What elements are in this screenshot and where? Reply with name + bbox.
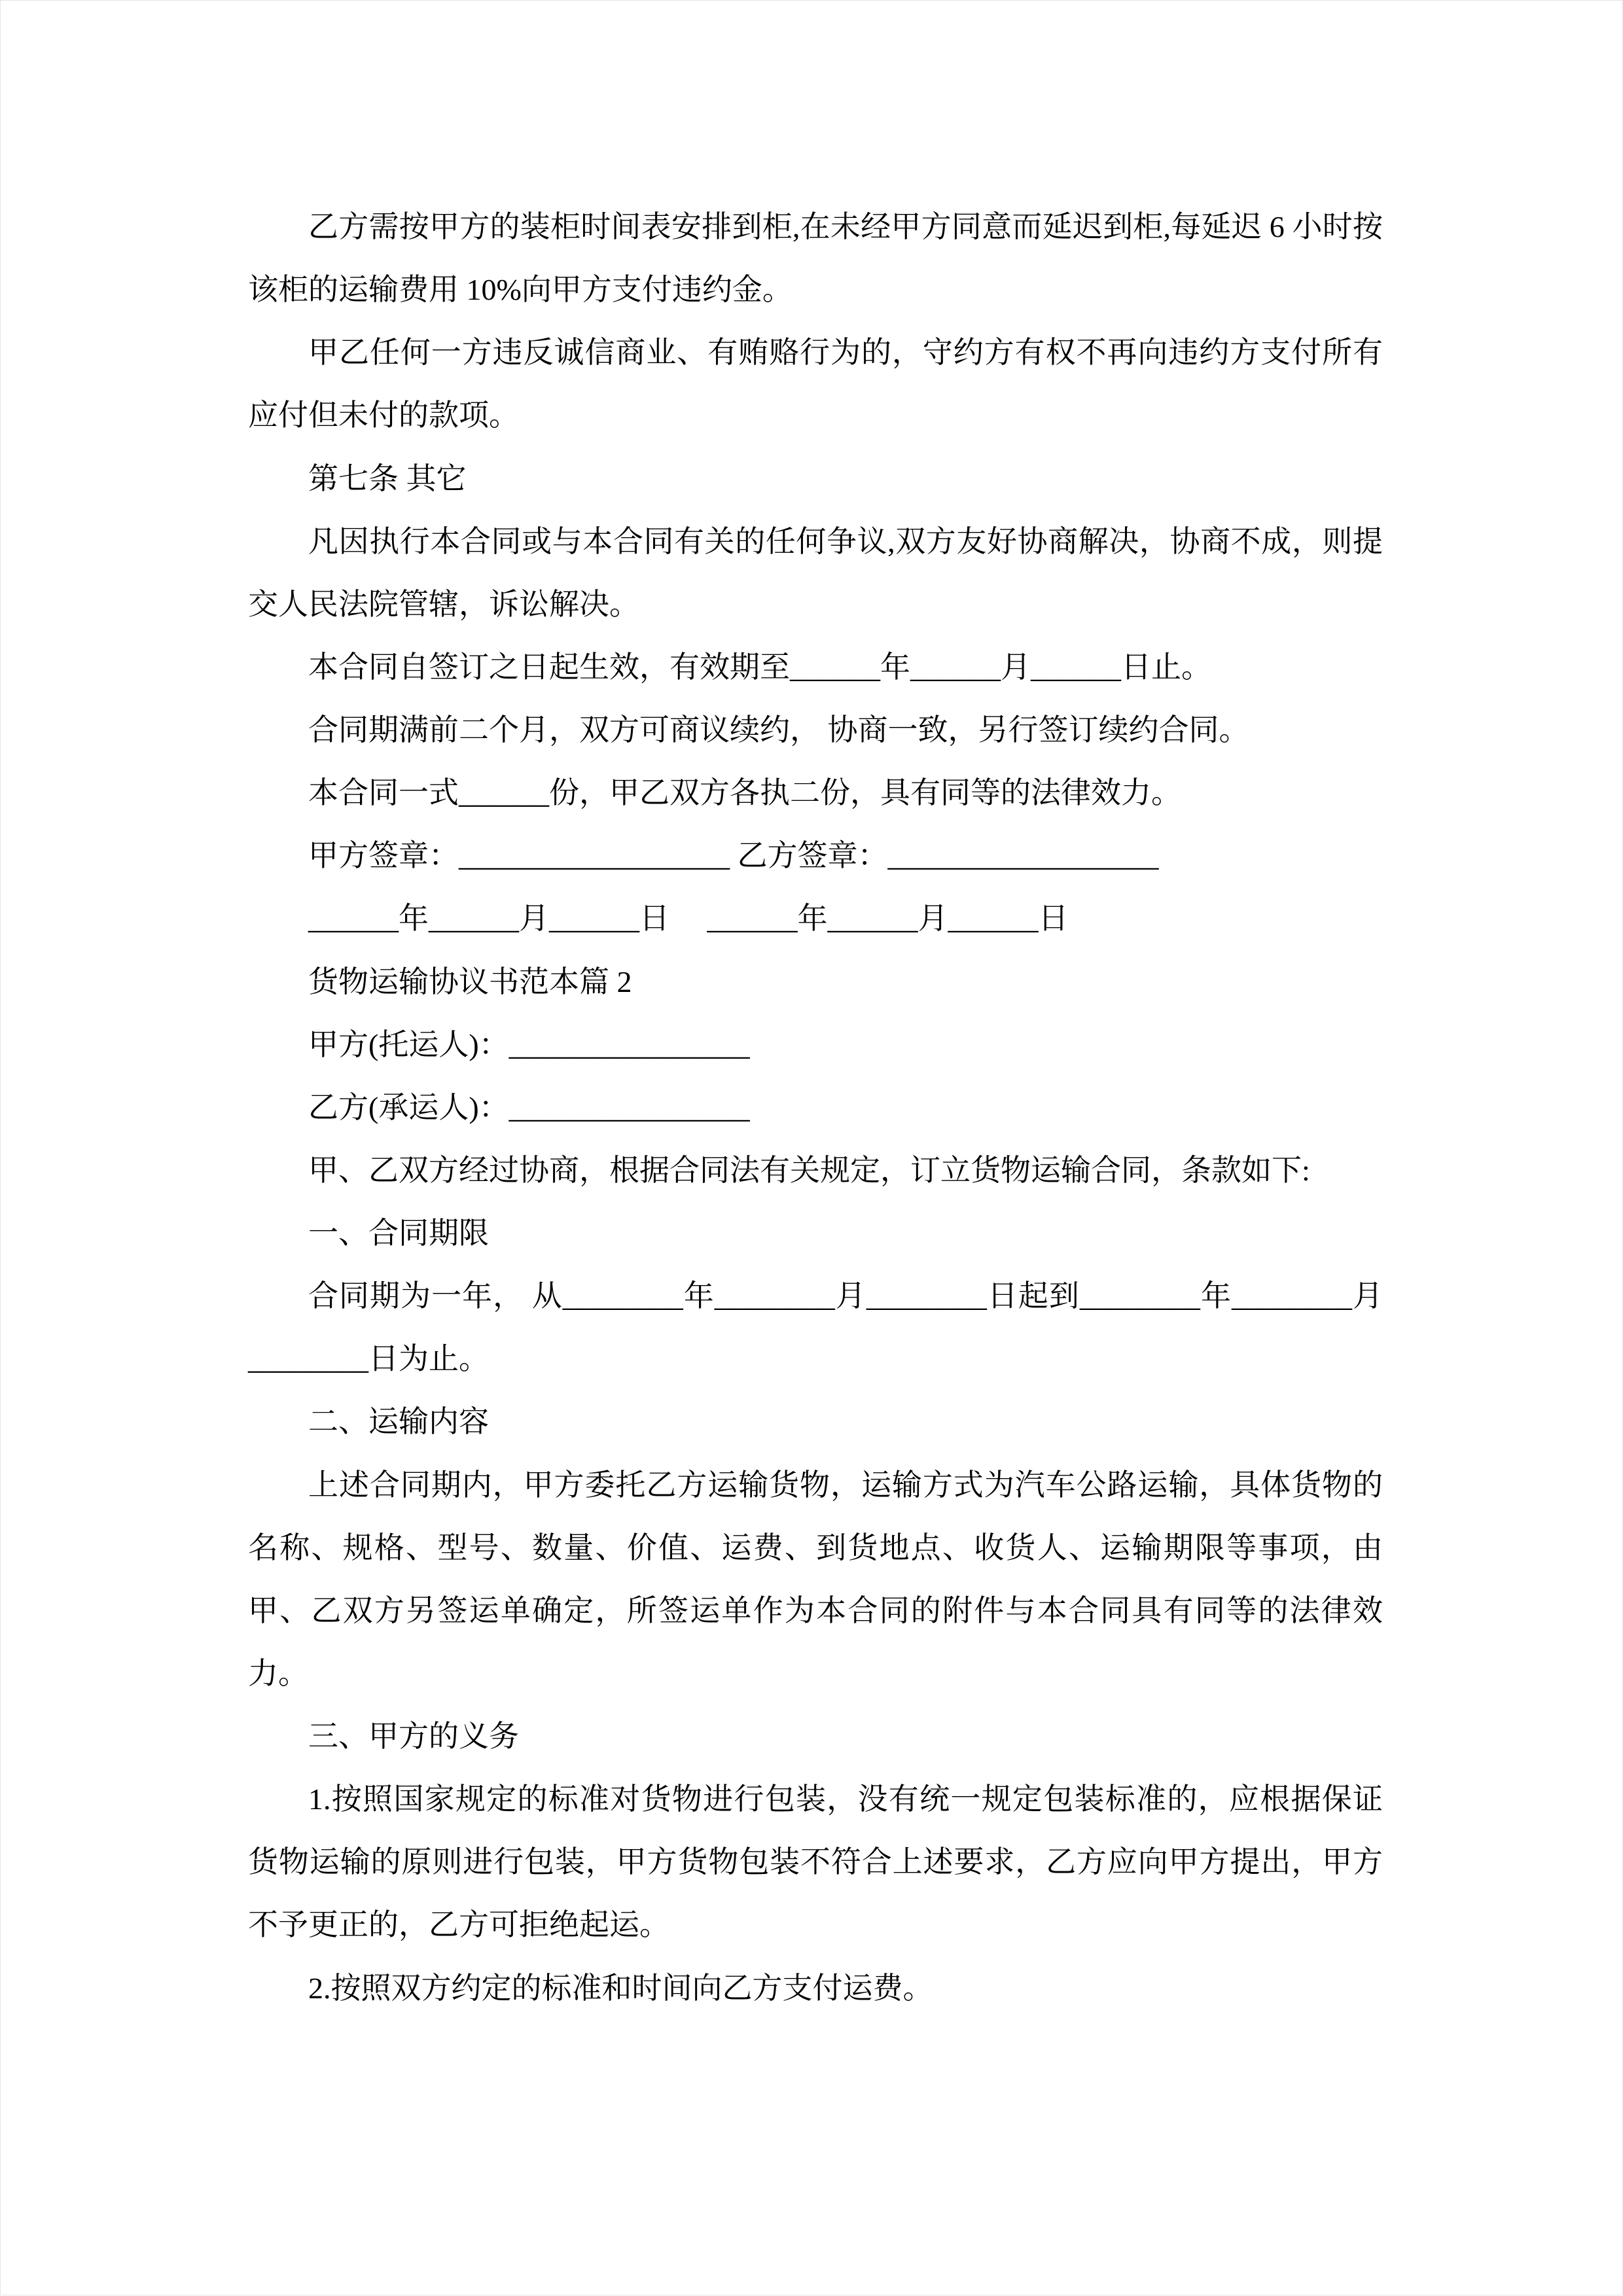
document-page xyxy=(1,1,1623,2296)
heading-clause-7: 第七条 其它 xyxy=(308,461,467,495)
paragraph-renewal: 合同期满前二个月，双方可商议续约， 协商一致，另行签订续约合同。 xyxy=(308,713,1249,747)
date-line: ______年______月______日 ______年______月______日 xyxy=(308,902,1069,936)
heading-section-2-content: 二、运输内容 xyxy=(308,1405,489,1439)
paragraph-obligation-1: 1.按照国家规定的标准对货物进行包装，没有统一规定包装标准的，应根据保证货物运输的原则进行包装，甲方货物包装不符合上述要求，乙方应向甲方提出，甲方不予更正的，乙方可拒绝起运。 xyxy=(248,1782,1383,1942)
paragraph-copies: 本合同一式______份，甲乙双方各执二份，具有同等的法律效力。 xyxy=(308,776,1181,810)
paragraph-breach-integrity: 甲乙任何一方违反诚信商业、有贿赂行为的，守约方有权不再向违约方支付所有应付但未付的款项。 xyxy=(248,336,1383,433)
paragraph-obligation-2: 2.按照双方约定的标准和时间向乙方支付运费。 xyxy=(308,1971,933,2005)
contract-body xyxy=(248,196,1383,2020)
paragraph-validity-period: 本合同自签订之日起生效，有效期至______年______月______日止。 xyxy=(308,650,1211,684)
party-a-line: 甲方(托运人)：________________ xyxy=(308,1027,750,1061)
heading-section-3-obligations: 三、甲方的义务 xyxy=(308,1720,519,1753)
paragraph-agreement-intro: 甲、乙双方经过协商，根据合同法有关规定，订立货物运输合同，条款如下: xyxy=(308,1153,1310,1187)
heading-section-1-term: 一、合同期限 xyxy=(308,1216,489,1250)
paragraph-delay-penalty: 乙方需按甲方的装柜时间表安排到柜,在未经甲方同意而延迟到柜,每延迟 6 小时按该柜的运输费用 10%向甲方支付违约金。 xyxy=(248,210,1383,307)
paragraph-transport-content: 上述合同期内，甲方委托乙方运输货物，运输方式为汽车公路运输，具体货物的名称、规格、型号、数量、价值、运费、到货地点、收货人、运输期限等事项，由甲、乙双方另签运单确定，所签运单作为本合同的附件与本合同具有同等的法律效力。 xyxy=(248,1468,1383,1690)
signature-line: 甲方签章：__________________ 乙方签章：__________________ xyxy=(308,839,1159,873)
party-b-line: 乙方(承运人)：________________ xyxy=(308,1090,750,1124)
heading-sample-2: 货物运输协议书范本篇 2 xyxy=(308,964,632,998)
paragraph-dispute-resolution: 凡因执行本合同或与本合同有关的任何争议,双方友好协商解决，协商不成，则提交人民法院管辖，诉讼解决。 xyxy=(248,524,1383,621)
paragraph-contract-term: 合同期为一年， 从________年________月________日起到________年________月________日为止。 xyxy=(248,1279,1383,1376)
